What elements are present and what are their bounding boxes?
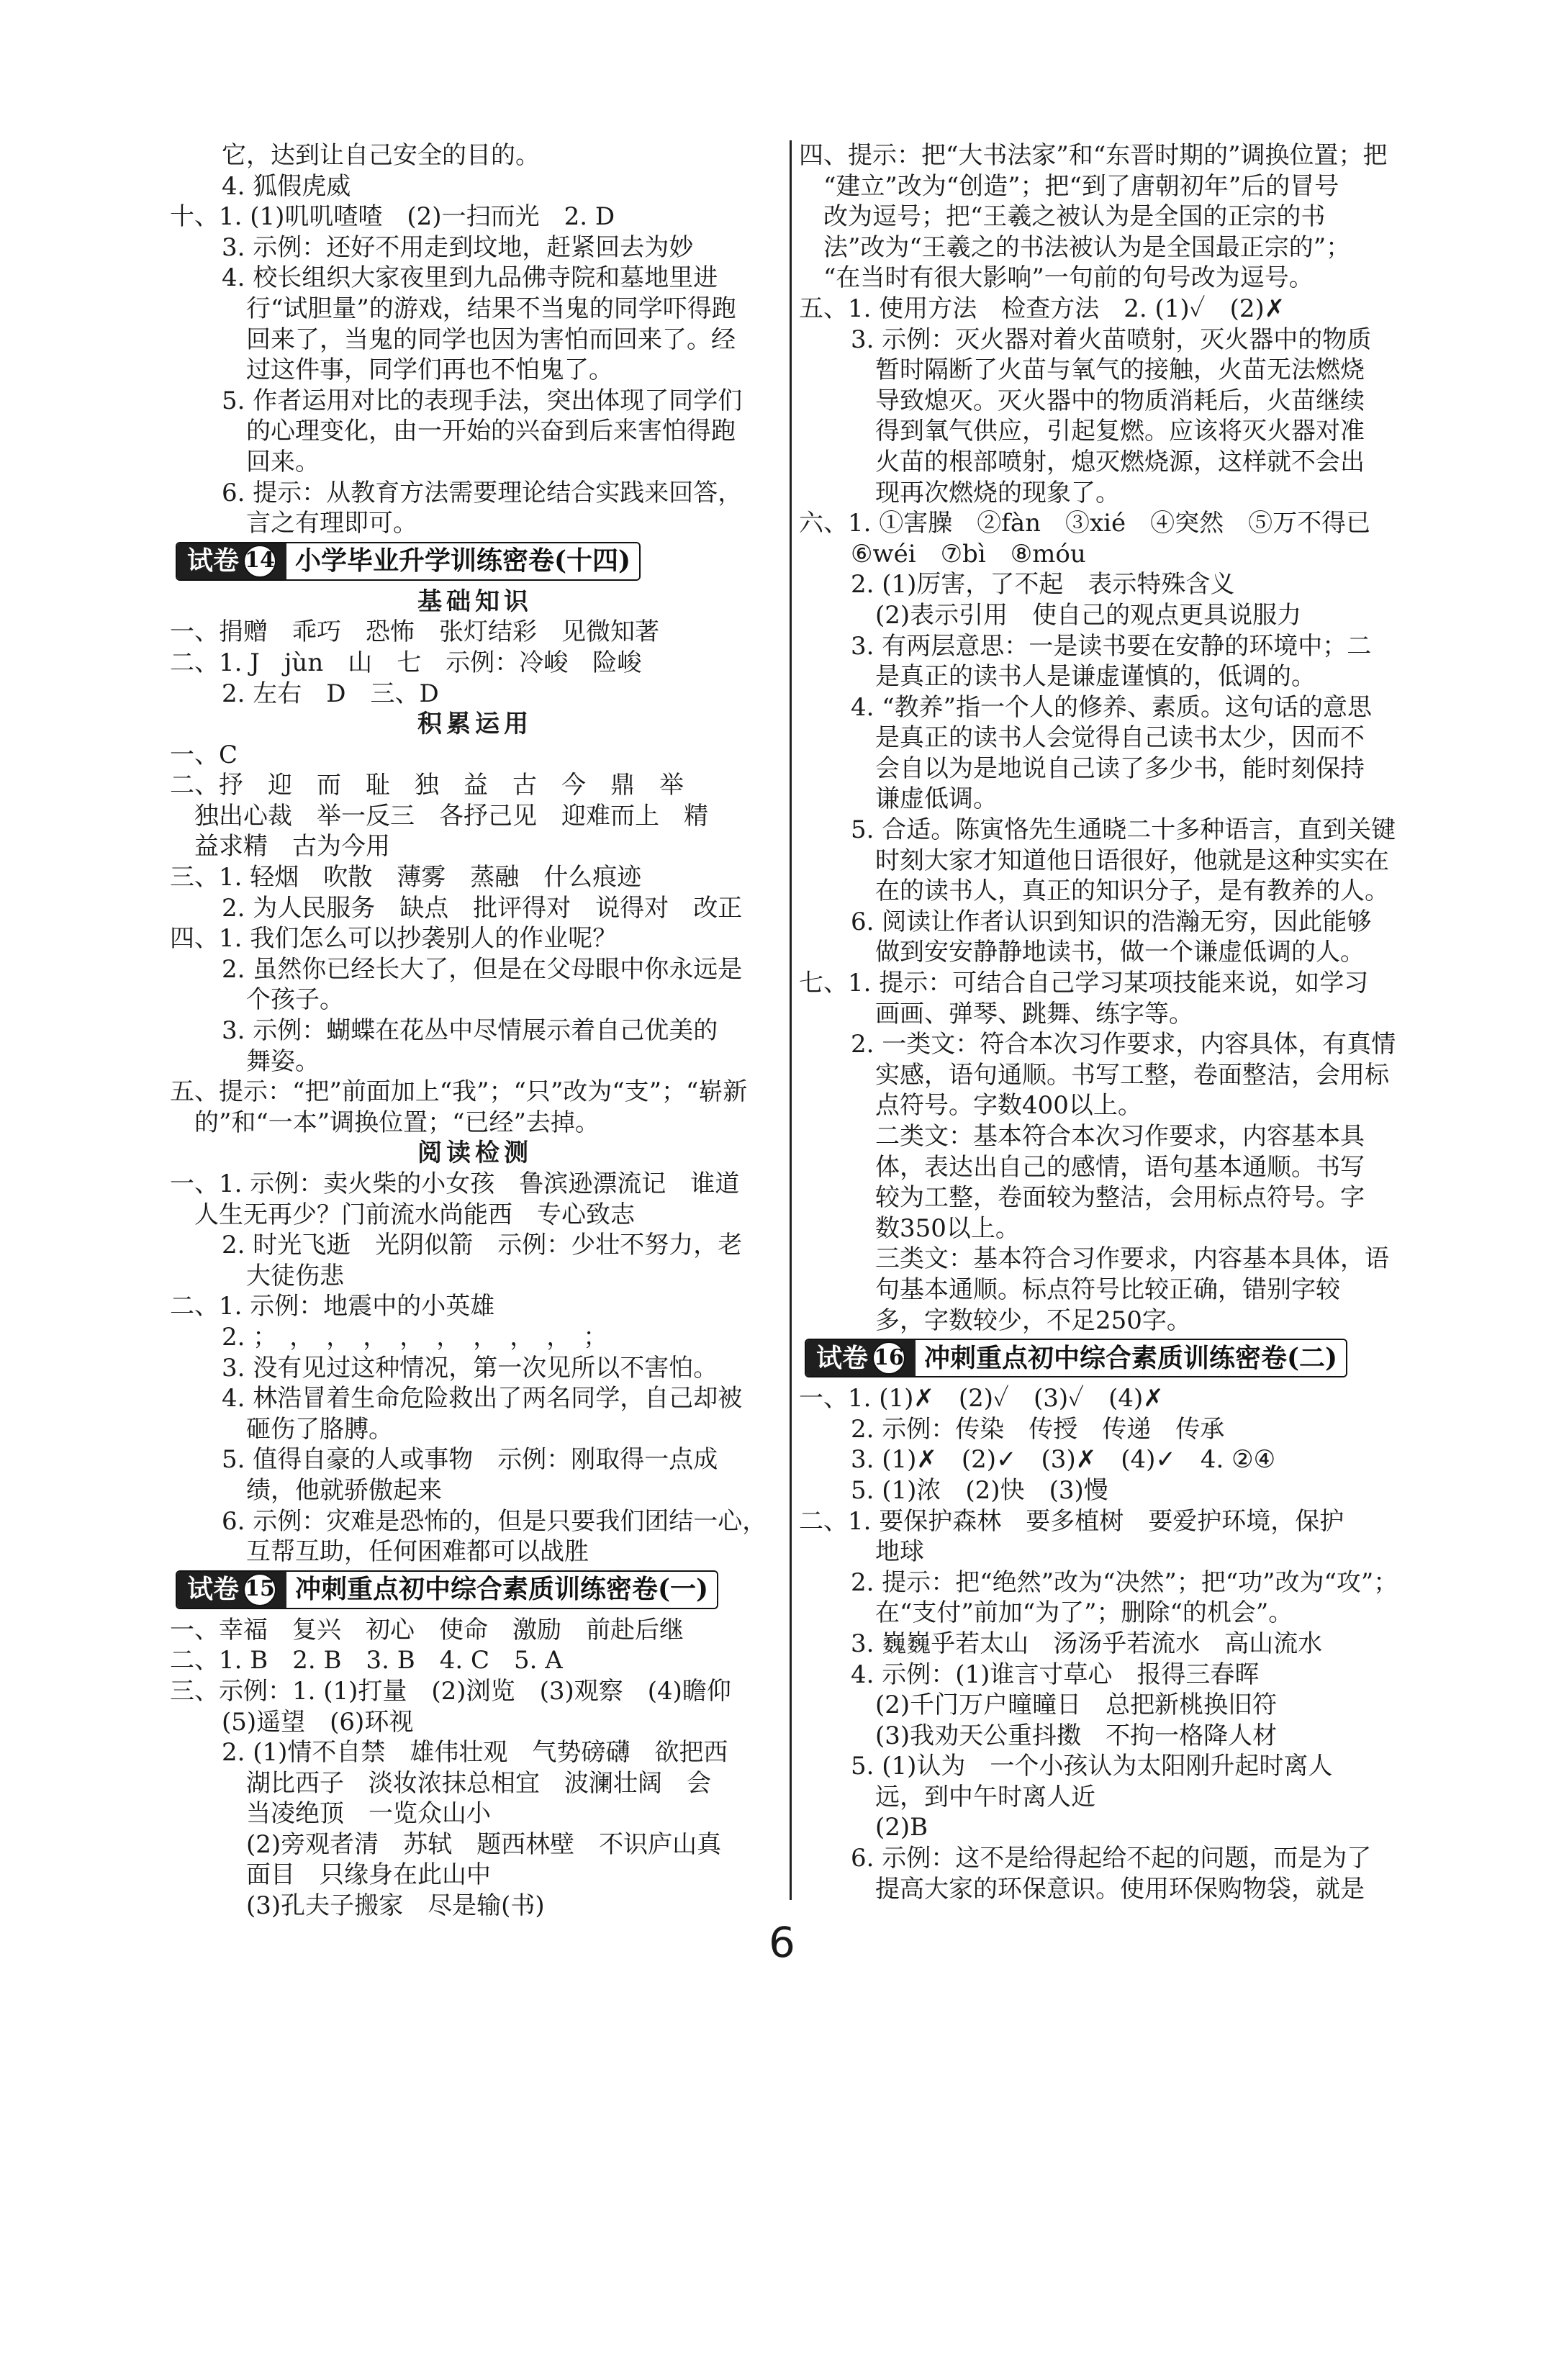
answer-line: 二、1. B 2. B 3. B 4. C 5. A bbox=[170, 1646, 563, 1675]
answer-line: 数350以上。 bbox=[875, 1213, 1020, 1243]
page-number: 6 bbox=[769, 1918, 795, 1967]
answer-line: 二类文：基本符合本次习作要求，内容基本具 bbox=[875, 1122, 1365, 1151]
answer-line: 二、1. 示例：地震中的小英雄 bbox=[170, 1292, 495, 1321]
section-heading: 阅读检测 bbox=[417, 1139, 533, 1168]
answer-line: 一、1. 示例：卖火柴的小女孩 鲁滨逊漂流记 谁道 bbox=[170, 1169, 740, 1198]
answer-line: 5. 值得自豪的人或事物 示例：刚取得一点成 bbox=[222, 1445, 718, 1475]
answer-line: 时刻大家才知道他日语很好，他就是这种实实在 bbox=[875, 846, 1389, 875]
paper-title: 冲刺重点初中综合素质训练密卷(二) bbox=[916, 1340, 1346, 1376]
answer-line: 6. 阅读让作者认识到知识的浩瀚无穷，因此能够 bbox=[851, 907, 1372, 936]
answer-line: 5. 合适。陈寅恪先生通晓二十多种语言，直到关键 bbox=[851, 815, 1396, 845]
answer-line: 二、1. 要保护森林 要多植树 要爱护环境，保护 bbox=[799, 1506, 1344, 1536]
answer-line: 绩，他就骄傲起来 bbox=[246, 1475, 442, 1505]
paper-title: 小学毕业升学训练密卷(十四) bbox=[286, 543, 639, 579]
answer-line: 湖比西子 淡妆浓抹总相宜 波澜壮阔 会 bbox=[246, 1768, 711, 1798]
answer-line: 地球 bbox=[875, 1537, 924, 1567]
answer-line: 四、提示：把“大书法家”和“东晋时期的”调换位置；把 bbox=[799, 141, 1388, 170]
paper-tag bbox=[177, 1572, 286, 1608]
answer-line: 6. 提示：从教育方法需要理论结合实践来回答， bbox=[222, 478, 743, 507]
paper-tag bbox=[177, 543, 286, 579]
answer-line: 较为工整，卷面较为整洁，会用标点符号。字 bbox=[875, 1183, 1365, 1213]
answer-line: 一、幸福 复兴 初心 使命 激励 前赴后继 bbox=[170, 1615, 684, 1644]
paper-tag-label: 试卷 bbox=[816, 1342, 869, 1373]
column-divider bbox=[790, 140, 792, 1900]
paper-number-badge: 15 bbox=[243, 1573, 276, 1606]
answer-line: 现再次燃烧的现象了。 bbox=[875, 478, 1120, 507]
answer-line: 提高大家的环保意识。使用环保购物袋，就是 bbox=[875, 1874, 1365, 1904]
answer-line: 做到安安静静地读书，做一个谦虚低调的人。 bbox=[875, 938, 1365, 967]
paper-header bbox=[170, 542, 780, 582]
answer-line: 画画、弹琴、跳舞、练字等。 bbox=[875, 999, 1193, 1028]
answer-line: ⑥wéi ⑦bì ⑧móu bbox=[851, 539, 1086, 569]
paper-number-badge: 14 bbox=[243, 545, 276, 578]
answer-line: 2. 示例：传染 传授 传递 传承 bbox=[851, 1414, 1225, 1444]
answer-line: 独出心裁 举一反三 各抒己见 迎难而上 精 bbox=[194, 801, 708, 831]
answer-line: 2. (1)情不自禁 雄伟壮观 气势磅礴 欲把西 bbox=[222, 1738, 728, 1768]
answer-line: 3. 示例：蝴蝶在花丛中尽情展示着自己优美的 bbox=[222, 1016, 718, 1046]
answer-line: 4. “教养”指一个人的修养、素质。这句话的意思 bbox=[851, 692, 1373, 722]
answer-line: 大徒伤悲 bbox=[246, 1261, 344, 1290]
answer-line: 它，达到让自己安全的目的。 bbox=[222, 141, 540, 170]
answer-line: (2)B bbox=[875, 1813, 928, 1842]
answer-line: 一、1. (1)✗ (2)✓ (3)✓ (4)✗ bbox=[799, 1384, 1164, 1413]
paper-tag-label: 试卷 bbox=[187, 546, 240, 576]
answer-line: 4. 校长组织大家夜里到九品佛寺院和墓地里进 bbox=[222, 263, 718, 293]
paper-header-box bbox=[176, 1570, 718, 1609]
answer-line: (3)我劝天公重抖擞 不拘一格降人材 bbox=[875, 1721, 1278, 1750]
paper-tag bbox=[806, 1340, 916, 1376]
answer-line: 三类文：基本符合习作要求，内容基本具体，语 bbox=[875, 1244, 1389, 1274]
answer-line: 5. 作者运用对比的表现手法，突出体现了同学们 bbox=[222, 386, 743, 415]
answer-line: 火苗的根部喷射，熄灭燃烧源，这样就不会出 bbox=[875, 447, 1365, 476]
answer-line: 回来了，当鬼的同学也因为害怕而回来了。经 bbox=[246, 325, 736, 354]
answer-line: 言之有理即可。 bbox=[246, 509, 417, 538]
answer-line: 人生无再少？门前流水尚能西 专心致志 bbox=[194, 1200, 635, 1229]
answer-line: 3. (1)✗ (2)✓ (3)✗ (4)✓ 4. ②④ bbox=[851, 1445, 1276, 1475]
answer-line: 的心理变化，由一开始的兴奋到后来害怕得跑 bbox=[246, 417, 736, 446]
answer-line: 过这件事，同学们再也不怕鬼了。 bbox=[246, 356, 613, 385]
answer-line: (2)表示引用 使自己的观点更具说服力 bbox=[875, 600, 1302, 630]
answer-line: 会自以为是地说自己读了多少书，能时刻保持 bbox=[875, 754, 1365, 783]
answer-line: (5)遥望 (6)环视 bbox=[222, 1707, 414, 1737]
paper-title: 冲刺重点初中综合素质训练密卷(一) bbox=[286, 1572, 717, 1608]
answer-line: 是真正的读书人是谦虚谨慎的，低调的。 bbox=[875, 662, 1316, 692]
answer-line: 2. 虽然你已经长大了，但是在父母眼中你永远是 bbox=[222, 954, 743, 984]
answer-line: 法”改为“王羲之的书法被认为是全国最正宗的”； bbox=[823, 232, 1351, 262]
answer-line: 2. 为人民服务 缺点 批评得对 说得对 改正 bbox=[222, 893, 743, 923]
answer-line: 行“试胆量”的游戏，结果不当鬼的同学吓得跑 bbox=[246, 294, 736, 323]
answer-line: 多，字数较少，不足250字。 bbox=[875, 1306, 1191, 1335]
answer-line: 一、C bbox=[170, 740, 238, 769]
answer-line: 6. 示例：灾难是恐怖的，但是只要我们团结一心， bbox=[222, 1506, 767, 1536]
answer-line: 4. 狐假虎威 bbox=[222, 171, 351, 201]
answer-line: 二、1. J jùn 山 七 示例：冷峻 险峻 bbox=[170, 648, 642, 677]
answer-line: 实感，语句通顺。书写工整，卷面整洁，会用标 bbox=[875, 1060, 1389, 1090]
answer-line: 4. 林浩冒着生命危险救出了两名同学，自己却被 bbox=[222, 1384, 743, 1413]
answer-line: (2)旁观者清 苏轼 题西林壁 不识庐山真 bbox=[246, 1829, 722, 1859]
paper-number-badge: 16 bbox=[872, 1341, 905, 1375]
answer-line: “建立”改为“创造”；把“到了唐朝初年”后的冒号 bbox=[823, 171, 1339, 201]
left-column bbox=[170, 140, 780, 1922]
answer-line: 4. 示例：(1)谁言寸草心 报得三春晖 bbox=[851, 1660, 1260, 1689]
answer-line: 一、捐赠 乖巧 恐怖 张灯结彩 见微知著 bbox=[170, 617, 659, 647]
answer-line: 2. 提示：把“绝然”改为“决然”；把“功”改为“攻”； bbox=[851, 1567, 1398, 1597]
answer-line: “在当时有很大影响”一句前的句号改为逗号。 bbox=[823, 263, 1314, 293]
answer-line: 得到氧气供应，引起复燃。应该将灭火器对准 bbox=[875, 417, 1365, 446]
answer-line: 益求精 古为今用 bbox=[194, 832, 390, 861]
paper-header bbox=[170, 1570, 780, 1611]
answer-line: 3. 巍巍乎若太山 汤汤乎若流水 高山流水 bbox=[851, 1629, 1323, 1658]
answer-line: 个孩子。 bbox=[246, 985, 344, 1015]
answer-line: (3)孔夫子搬家 尽是输(书) bbox=[246, 1891, 545, 1921]
answer-line: 谦虚低调。 bbox=[875, 784, 998, 814]
answer-line: 四、1. 我们怎么可以抄袭别人的作业呢？ bbox=[170, 924, 618, 954]
answer-line: 互帮互助，任何困难都可以战胜 bbox=[246, 1537, 589, 1567]
answer-line: 在“支付”前加“为了”；删除“的机会”。 bbox=[875, 1598, 1293, 1628]
answer-line: 3. 示例：灭火器对着火苗喷射，灭火器中的物质 bbox=[851, 325, 1372, 354]
answer-line: 十、1. (1)叽叽喳喳 (2)一扫而光 2. D bbox=[170, 202, 615, 232]
answer-line: 2. 一类文：符合本次习作要求，内容具体，有真情 bbox=[851, 1030, 1396, 1059]
paper-header bbox=[799, 1339, 1412, 1379]
answer-line: 舞姿。 bbox=[246, 1046, 320, 1076]
answer-line: 是真正的读书人会觉得自己读书太少，因而不 bbox=[875, 723, 1365, 753]
answer-line: 3. 有两层意思：一是读书要在安静的环境中；二 bbox=[851, 631, 1372, 661]
answer-line: 6. 示例：这不是给得起给不起的问题，而是为了 bbox=[851, 1844, 1372, 1873]
answer-line: 5. (1)认为 一个小孩认为太阳刚升起时离人 bbox=[851, 1752, 1333, 1781]
answer-line: 六、1. ①害臊 ②fàn ③xié ④突然 ⑤万不得已 bbox=[799, 509, 1371, 538]
answer-line: 3. 没有见过这种情况，第一次见所以不害怕。 bbox=[222, 1353, 718, 1383]
answer-line: 改为逗号；把“王羲之被认为是全国的正宗的书 bbox=[823, 202, 1326, 232]
answer-line: 在的读书人，真正的知识分子，是有教养的人。 bbox=[875, 877, 1389, 906]
answer-line: 当凌绝顶 一览众山小 bbox=[246, 1799, 491, 1829]
right-column bbox=[799, 140, 1412, 1904]
answer-line: 砸伤了胳膊。 bbox=[246, 1414, 393, 1444]
answer-line: 体，表达出自己的感情，语句基本通顺。书写 bbox=[875, 1152, 1365, 1182]
answer-line: 的”和“一本”调换位置；“已经”去掉。 bbox=[194, 1108, 600, 1137]
answer-line: 三、1. 轻烟 吹散 薄雾 蒸融 什么痕迹 bbox=[170, 863, 642, 892]
answer-line: 三、示例：1. (1)打量 (2)浏览 (3)观察 (4)瞻仰 bbox=[170, 1676, 731, 1706]
answer-line: 2. 时光飞逝 光阴似箭 示例：少壮不努力，老 bbox=[222, 1231, 743, 1260]
answer-line: 2. 左右 D 三、D bbox=[222, 679, 439, 708]
answer-line: 5. (1)浓 (2)快 (3)慢 bbox=[851, 1475, 1108, 1505]
answer-line: 远，到中午时离人近 bbox=[875, 1782, 1095, 1811]
section-heading: 基础知识 bbox=[417, 587, 533, 616]
paper-header-box bbox=[805, 1339, 1347, 1377]
answer-line: 导致熄灭。灭火器中的物质消耗后，火苗继续 bbox=[875, 386, 1365, 415]
answer-line: (2)千门万户曈曈日 总把新桃换旧符 bbox=[875, 1691, 1278, 1720]
answer-line: 五、提示：“把”前面加上“我”；“只”改为“支”；“崭新 bbox=[170, 1077, 748, 1107]
answer-line: 暂时隔断了火苗与氧气的接触，火苗无法燃烧 bbox=[875, 356, 1365, 385]
paper-header-box bbox=[176, 542, 641, 581]
answer-line: 二、抒 迎 而 耻 独 益 古 今 鼎 举 bbox=[170, 771, 684, 800]
answer-line: 七、1. 提示：可结合自己学习某项技能来说，如学习 bbox=[799, 969, 1369, 998]
answer-line: 点符号。字数400以上。 bbox=[875, 1091, 1142, 1121]
answer-line: 3. 示例：还好不用走到坟地，赶紧回去为妙 bbox=[222, 232, 694, 262]
paper-tag-label: 试卷 bbox=[187, 1574, 240, 1605]
section-heading: 积累运用 bbox=[417, 710, 533, 739]
answer-line: 句基本通顺。标点符号比较正确，错别字较 bbox=[875, 1275, 1340, 1304]
answer-line: 2. ； ， ， ， ， ， ， ， ， ； bbox=[222, 1322, 608, 1352]
answer-line: 回来。 bbox=[246, 447, 320, 476]
answer-line: 2. (1)厉害，了不起 表示特殊含义 bbox=[851, 570, 1235, 599]
answer-line: 面目 只缘身在此山中 bbox=[246, 1860, 491, 1890]
answer-line: 五、1. 使用方法 检查方法 2. (1)✓ (2)✗ bbox=[799, 294, 1285, 323]
